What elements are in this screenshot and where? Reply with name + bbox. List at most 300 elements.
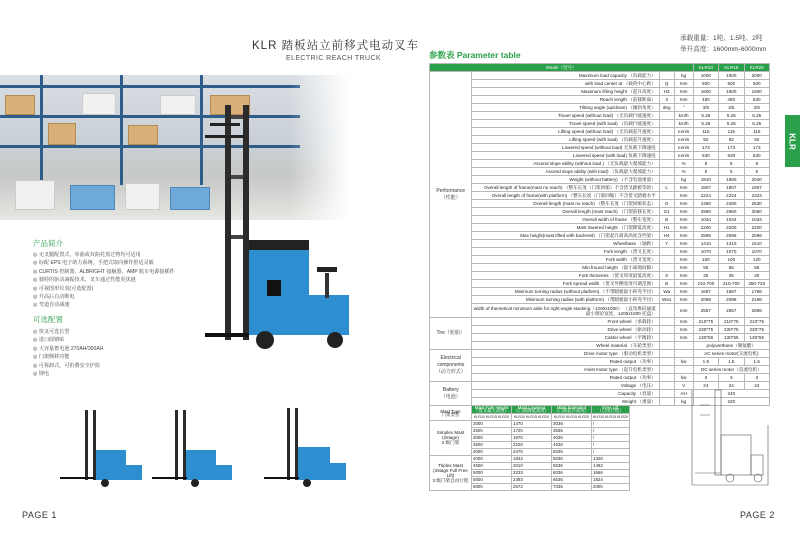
- param-symbol: S: [659, 272, 674, 280]
- param-unit: mm: [674, 326, 693, 334]
- param-value: 1034: [719, 216, 744, 224]
- mast-cell: 4000: [472, 455, 512, 462]
- param-unit: mm: [674, 232, 693, 240]
- param-value: 5: [693, 168, 718, 176]
- param-value: 1000: [693, 72, 718, 80]
- param-value: 1786: [744, 288, 770, 296]
- table-row: [430, 192, 770, 200]
- param-symbol: H3: [659, 88, 674, 96]
- param-value: 530: [744, 152, 770, 160]
- param-label: Ascend slope ability (with load) （负载最大爬坡能力）: [472, 168, 659, 176]
- table-row: [430, 224, 770, 232]
- model-header: Model（型号）: [430, 64, 694, 72]
- param-value: 1810: [693, 176, 718, 184]
- table-row: [430, 200, 770, 208]
- param-label: Fork spread width （货叉外侧宽度可调范围）: [472, 280, 659, 288]
- table-row: [430, 152, 770, 160]
- param-value: 530: [693, 152, 718, 160]
- param-symbol: [659, 342, 674, 350]
- param-unit: mm: [674, 318, 693, 326]
- param-label: with load center at （载荷中心距）: [472, 80, 659, 88]
- param-symbol: [659, 168, 674, 176]
- reach-truck-thumbnail-3: [262, 405, 352, 493]
- param-label: Lifting speed (without load) （无负载起升速度）: [472, 128, 659, 136]
- mast-model-cell: KLR10 KLR15 KLR20: [472, 413, 512, 420]
- mast-cell: 3000: [472, 434, 512, 441]
- param-value: 530: [744, 96, 770, 104]
- param-value: 1807: [719, 184, 744, 192]
- param-value: 5: [744, 168, 770, 176]
- param-symbol: [659, 128, 674, 136]
- param-value: 2480: [719, 200, 744, 208]
- row-group-electrical: Electrical components （动力形式）: [430, 350, 472, 382]
- feature-item: ◎ 弯道自动减速: [33, 302, 70, 309]
- param-symbol: Wa: [659, 288, 674, 296]
- param-value: 210*75: [693, 318, 718, 326]
- param-value: 2040: [744, 176, 770, 184]
- param-value: 115: [744, 128, 770, 136]
- feature-item: ◎ 独特的驱动减振技术，叉车通过性能更优越: [33, 277, 136, 284]
- param-unit: mm/s: [674, 128, 693, 136]
- param-symbol: B: [659, 280, 674, 288]
- param-value: AC series motor(交流电机): [693, 350, 769, 358]
- param-symbol: [659, 398, 674, 406]
- table-row: [430, 288, 770, 296]
- mast-header-cell: Mast Extended （门架起升高度）: [552, 406, 592, 414]
- param-value: 210*75: [719, 318, 744, 326]
- row-group-performance: Performance （性能）: [430, 72, 472, 318]
- mast-model-cell: KLR10 KLR15 KLR20: [512, 413, 552, 420]
- mast-header-cell: Mast Lowered （门架降低高度）: [512, 406, 552, 414]
- param-unit: %: [674, 160, 693, 168]
- param-value: 1687: [719, 288, 744, 296]
- param-symbol: [659, 112, 674, 120]
- param-value: 35: [693, 272, 718, 280]
- param-symbol: [659, 264, 674, 272]
- param-value: 1034: [693, 216, 718, 224]
- param-label: Reach length （前移距离）: [472, 96, 659, 104]
- mast-cell: 1326: [592, 455, 630, 462]
- page-title: KLR 踏板站立前移式电动叉车: [252, 40, 420, 52]
- param-symbol: L: [659, 184, 674, 192]
- mast-cell: 3536: [552, 427, 592, 434]
- param-label: Fork width （货叉宽度）: [472, 256, 659, 264]
- table-row: [430, 144, 770, 152]
- param-value: 2480: [693, 200, 718, 208]
- feature-item: ◎ 标配 EPS 电子助力系统，手把式取向操作舒适灵敏: [33, 260, 154, 267]
- param-unit: mm/s: [674, 136, 693, 144]
- param-label: Weight （重量）: [472, 398, 659, 406]
- param-value: 2000: [744, 72, 770, 80]
- param-value: 2656: [744, 304, 770, 318]
- param-symbol: [659, 304, 674, 318]
- param-value: 1807: [693, 184, 718, 192]
- param-value: 500: [744, 80, 770, 88]
- param-value: 2200: [693, 224, 718, 232]
- param-symbol: [659, 256, 674, 264]
- options-heading: 可选配置: [33, 315, 63, 324]
- param-symbol: [659, 176, 674, 184]
- param-label: Overall width of frame （整车宽度）: [472, 216, 659, 224]
- param-label: Overall length of frame(with platform) （整车长度（门架回缩）不含货叉踏板水平: [472, 192, 659, 200]
- param-unit: mm: [674, 288, 693, 296]
- param-unit: mm: [674, 184, 693, 192]
- reach-truck-main-image: [205, 95, 375, 355]
- param-symbol: [659, 144, 674, 152]
- param-value: 5: [719, 168, 744, 176]
- param-value: 1600: [693, 88, 718, 96]
- param-value: 35: [719, 272, 744, 280]
- param-symbol: deg: [659, 104, 674, 112]
- row-group-tire: Tire（轮胎）: [430, 318, 472, 350]
- param-symbol: Y: [659, 240, 674, 248]
- param-unit: mm: [674, 334, 693, 342]
- param-value: 3: [744, 374, 770, 382]
- table-row: [430, 248, 770, 256]
- param-unit: [674, 342, 693, 350]
- param-value: 92: [719, 136, 744, 144]
- mast-cell: 2233: [512, 469, 552, 476]
- param-value: 55: [693, 264, 718, 272]
- mast-cell: /: [592, 420, 630, 427]
- option-item: ◎ 大容量蓄电池 270AH/300AH: [33, 345, 104, 352]
- mast-cell: 1666: [592, 469, 630, 476]
- mast-cell: 5536: [552, 462, 592, 469]
- table-row: [430, 272, 770, 280]
- param-value: 1687: [693, 288, 718, 296]
- param-unit: kg: [674, 398, 693, 406]
- param-unit: mm/s: [674, 152, 693, 160]
- parameter-table-title: 参数表 Parameter table: [429, 50, 521, 60]
- param-symbol: [659, 72, 674, 80]
- param-value: 130*55: [693, 334, 718, 342]
- param-unit: mm: [674, 264, 693, 272]
- capacity-info: [680, 33, 766, 55]
- param-unit: mm: [674, 296, 693, 304]
- param-symbol: [659, 136, 674, 144]
- param-symbol: [659, 318, 674, 326]
- table-row: [430, 350, 770, 358]
- param-symbol: [659, 334, 674, 342]
- param-symbol: [659, 248, 674, 256]
- param-value: 1410: [719, 240, 744, 248]
- table-row: [430, 88, 770, 96]
- table-row: [430, 80, 770, 88]
- param-value: 115: [719, 128, 744, 136]
- param-unit: mm/s: [674, 144, 693, 152]
- mast-cell: 1492: [592, 462, 630, 469]
- param-unit: mm: [674, 80, 693, 88]
- param-value: 480: [719, 96, 744, 104]
- mast-cell: 2470: [512, 448, 552, 455]
- mast-cell: 2393: [512, 476, 552, 483]
- param-label: Wheelbase （轴距）: [472, 240, 659, 248]
- param-unit: mm: [674, 240, 693, 248]
- param-unit: mm: [674, 88, 693, 96]
- param-label: Fork thickness （货叉厚度最低高度）: [472, 272, 659, 280]
- param-symbol: [659, 382, 674, 390]
- table-row: [430, 256, 770, 264]
- param-value: 1.5: [719, 358, 744, 366]
- param-unit: mm: [674, 256, 693, 264]
- table-row: [430, 160, 770, 168]
- table-row: [430, 342, 770, 350]
- table-row: [430, 318, 770, 326]
- table-row: [430, 334, 770, 342]
- param-value: 1.5: [693, 358, 718, 366]
- param-unit: AH: [674, 390, 693, 398]
- param-unit: mm: [674, 192, 693, 200]
- param-symbol: H4: [659, 232, 674, 240]
- table-row: [430, 208, 770, 216]
- param-value: 530: [719, 152, 744, 160]
- param-label: Capacity （容量）: [472, 390, 659, 398]
- model-side-tab: KLR: [785, 115, 800, 167]
- param-value: 173: [693, 144, 718, 152]
- param-symbol: Wa1: [659, 296, 674, 304]
- mast-cell: 5036: [552, 448, 592, 455]
- mast-cell: 7036: [552, 483, 592, 490]
- param-value: DC series motor（直流电机）: [693, 366, 769, 374]
- mast-type-label: Mast Type 门架类型: [430, 406, 472, 421]
- param-value: 1070: [719, 248, 744, 256]
- param-symbol: [659, 160, 674, 168]
- param-value: 480: [693, 96, 718, 104]
- param-value: 24: [719, 382, 744, 390]
- parameter-table: [429, 63, 770, 406]
- param-symbol: [659, 192, 674, 200]
- mast-cell: 1470: [512, 420, 552, 427]
- param-value: 2557: [719, 304, 744, 318]
- table-row: [430, 120, 770, 128]
- param-value: 3: [693, 374, 718, 382]
- param-value: 230*75: [719, 326, 744, 334]
- mast-cell: 6536: [552, 476, 592, 483]
- table-row: [430, 136, 770, 144]
- row-group-battery: Battery （电池）: [430, 382, 472, 406]
- table-row: [430, 326, 770, 334]
- capacity-text: 承载重量：1吨、1.5吨、2吨: [680, 35, 763, 42]
- param-value: 3/5: [719, 104, 744, 112]
- param-symbol: H1: [659, 224, 674, 232]
- param-label: Maximum lifting height （起升高度）: [472, 88, 659, 96]
- mast-cell: /: [592, 427, 630, 434]
- param-value: 1510: [744, 240, 770, 248]
- param-label: Min.fround height （最小离地间隙）: [472, 264, 659, 272]
- table-row: [430, 168, 770, 176]
- param-label: Ascend slope ability (without load ) （无负载最大爬坡能力）: [472, 160, 659, 168]
- param-value: 500: [719, 80, 744, 88]
- param-label: width of theoretical minimum aisle for right-angle stacking（1200x1000） （直角堆码通道最小理论宽度，1200x1000 托盘）: [472, 304, 659, 318]
- features-list: [33, 251, 175, 310]
- param-value: 2596: [693, 232, 718, 240]
- param-unit: mm: [674, 304, 693, 318]
- mast-cell: 6000: [472, 483, 512, 490]
- param-unit: V: [674, 382, 693, 390]
- table-row: [430, 112, 770, 120]
- param-value: 1070: [693, 248, 718, 256]
- table-row: [430, 104, 770, 112]
- mast-header-row: [430, 406, 630, 414]
- param-label: Caster wheel （平衡轮）: [472, 334, 659, 342]
- param-value: 130*55: [719, 334, 744, 342]
- param-value: 210-700: [693, 280, 718, 288]
- param-symbol: G1: [659, 208, 674, 216]
- param-label: Rated output （功率）: [472, 374, 659, 382]
- param-value: 2324: [744, 192, 770, 200]
- param-value: 5.25: [744, 120, 770, 128]
- param-symbol: B: [659, 216, 674, 224]
- table-row: [430, 176, 770, 184]
- param-label: Lowered speed (with load) 负载下降速度: [472, 152, 659, 160]
- model-header-cell: KLR15: [719, 64, 744, 72]
- mast-cell: 2000: [472, 420, 512, 427]
- param-label: Overall length of frame(mast no reach) （整车长度（门架回缩）不含货叉踏板等的）: [472, 184, 659, 192]
- mast-cell: 4036: [552, 434, 592, 441]
- mast-cell: 1970: [512, 434, 552, 441]
- param-label: Fork length （货叉长度）: [472, 248, 659, 256]
- param-symbol: [659, 358, 674, 366]
- param-value: 55: [719, 264, 744, 272]
- param-label: Voltage （电压）: [472, 382, 659, 390]
- param-symbol: [659, 390, 674, 398]
- feature-item: ◎ CURTIS 控制器、ALBRIGHT 接触器、AMP 航车电源接插件: [33, 268, 175, 275]
- param-value: 55: [744, 264, 770, 272]
- mast-group-label: Simplex Mast (2stage) 2 级门架: [430, 420, 472, 455]
- mast-cell: 3500: [472, 441, 512, 448]
- mast-cell: 4000: [472, 448, 512, 455]
- param-value: 3: [719, 374, 744, 382]
- param-label: Lowered speed (without load) 无负载下降速度: [472, 144, 659, 152]
- param-label: Minimum turning radius (with platform) （带踏板最小转弯半径）: [472, 296, 659, 304]
- table-row: [430, 374, 770, 382]
- param-label: Hoist motor type （起升电机类型）: [472, 366, 659, 374]
- option-item: ◎ 进口圆钢贴: [33, 337, 65, 344]
- mast-cell: /: [592, 441, 630, 448]
- mast-cell: 1843: [512, 455, 552, 462]
- param-label: Overall length (mast no reach) （整车长度（门架回缩状态）: [472, 200, 659, 208]
- param-symbol: [659, 366, 674, 374]
- param-value: 100: [693, 256, 718, 264]
- reach-truck-thumbnail-2: [150, 405, 240, 493]
- param-value: 92: [693, 136, 718, 144]
- dimension-drawing: [690, 385, 770, 495]
- param-value: 210*75: [744, 318, 770, 326]
- param-symbol: G: [659, 200, 674, 208]
- param-value: 2596: [744, 232, 770, 240]
- param-unit: kw: [674, 374, 693, 382]
- param-label: Travel speed (without load) （无负载行驶速度）: [472, 112, 659, 120]
- table-row: [430, 96, 770, 104]
- reach-truck-thumbnail-1: [55, 405, 145, 493]
- option-item: ◎ 可拆卸式、可折叠安全护篮: [33, 362, 100, 369]
- param-value: 2198: [744, 296, 770, 304]
- param-value: 5.25: [744, 112, 770, 120]
- param-value: 2960: [693, 208, 718, 216]
- param-value: 5.25: [719, 120, 744, 128]
- param-value: 240: [693, 390, 769, 398]
- param-label: Overall length (mast reach) （门架前移长度）: [472, 208, 659, 216]
- param-value: 120: [744, 256, 770, 264]
- mast-model-cell: KLR10 KLR15 KLR20: [593, 414, 628, 419]
- param-symbol: [659, 374, 674, 382]
- param-value: 250-720: [744, 280, 770, 288]
- param-value: 2557: [693, 304, 718, 318]
- feature-item: ◎ 无叉腿配置式，单曲或双曲托盘过物均可适用: [33, 252, 141, 258]
- param-value: 115: [693, 128, 718, 136]
- option-item: ◎ 锂电: [33, 371, 50, 378]
- param-value: 220: [693, 398, 769, 406]
- page-number-right: PAGE 2: [740, 510, 775, 520]
- features-heading: 产品简介: [33, 239, 63, 248]
- page-number-left: PAGE 1: [22, 510, 57, 520]
- mast-cell: 2220: [512, 441, 552, 448]
- param-value: 24: [693, 382, 718, 390]
- table-row: [430, 72, 770, 80]
- mast-cell: 2010: [512, 462, 552, 469]
- table-row: [430, 358, 770, 366]
- param-value: 2224: [719, 192, 744, 200]
- param-value: 130*55: [744, 334, 770, 342]
- mast-row: [430, 420, 630, 427]
- param-value: 3/5: [693, 104, 718, 112]
- param-value: 1410: [693, 240, 718, 248]
- table-header-row: [430, 64, 770, 72]
- param-label: Minimum turning radius (without platform) （不带踏板最小转弯半径）: [472, 288, 659, 296]
- mast-cell: 2572: [512, 483, 552, 490]
- param-value: 230*75: [744, 326, 770, 334]
- mast-cell: /: [592, 448, 630, 455]
- param-symbol: [659, 350, 674, 358]
- param-unit: mm: [674, 280, 693, 288]
- param-unit: kg: [674, 72, 693, 80]
- param-unit: [674, 350, 693, 358]
- mast-cell: 4536: [552, 441, 592, 448]
- option-item: ◎ 快叉可选长型: [33, 329, 70, 335]
- param-value: 8: [719, 160, 744, 168]
- param-label: Lifting speed (with load) （负载起升速度）: [472, 136, 659, 144]
- table-row: [430, 184, 770, 192]
- mast-table: [429, 405, 630, 491]
- param-symbol: [659, 152, 674, 160]
- model-header-cell: KLR10: [693, 64, 718, 72]
- param-value: 1600: [719, 88, 744, 96]
- param-value: 2224: [693, 192, 718, 200]
- param-value: 3/5: [744, 104, 770, 112]
- param-value: 24: [744, 382, 770, 390]
- options-list: [33, 328, 103, 378]
- model-header-cell: KLR20: [744, 64, 770, 72]
- page-subtitle: ELECTRIC REACH TRUCK: [286, 55, 381, 62]
- mast-cell: 5036: [552, 455, 592, 462]
- table-row: [430, 216, 770, 224]
- param-unit: mm: [674, 216, 693, 224]
- mast-header-cell: Free Lift （自由行程）: [592, 406, 630, 414]
- table-row: [430, 240, 770, 248]
- mast-cell: 3036: [552, 420, 592, 427]
- param-label: Rated output （功率）: [472, 358, 659, 366]
- option-item: ◎ 门架侧移功能: [33, 354, 70, 361]
- param-unit: kg: [674, 176, 693, 184]
- param-value: 8: [693, 160, 718, 168]
- param-unit: mm: [674, 200, 693, 208]
- mast-cell: /: [592, 434, 630, 441]
- param-value: 1600: [744, 88, 770, 96]
- param-label: Drive motor type （驱动电机类型）: [472, 350, 659, 358]
- param-unit: mm: [674, 96, 693, 104]
- param-symbol: Q: [659, 80, 674, 88]
- param-value: 92: [744, 136, 770, 144]
